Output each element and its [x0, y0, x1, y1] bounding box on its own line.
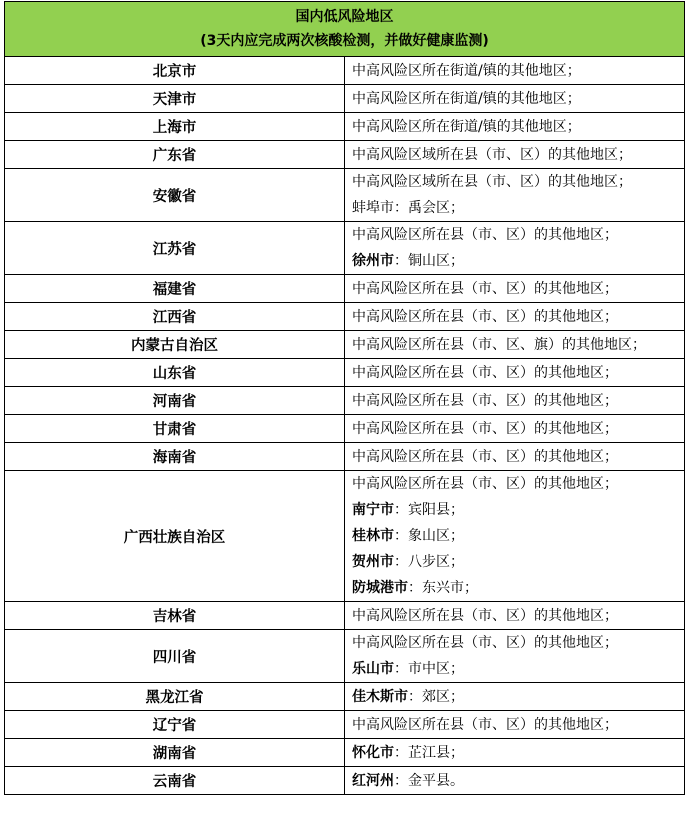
area-description-cell	[345, 630, 685, 683]
area-line	[352, 114, 684, 140]
area-line	[352, 603, 684, 629]
city-name: 乐山市	[352, 661, 394, 677]
area-description-cell	[345, 739, 685, 767]
area-description-cell	[345, 443, 685, 471]
area-line	[352, 388, 684, 414]
area-line	[352, 656, 684, 682]
table-row	[5, 331, 685, 359]
province-cell: 广西壮族自治区	[5, 471, 345, 602]
province-cell: 天津市	[5, 85, 345, 113]
area-text: ：东兴市；	[408, 580, 478, 596]
area-line	[352, 248, 684, 274]
table-row	[5, 630, 685, 683]
table-row	[5, 443, 685, 471]
area-line	[352, 630, 684, 656]
area-description-cell	[345, 141, 685, 169]
area-description-cell	[345, 683, 685, 711]
province-cell: 河南省	[5, 387, 345, 415]
province-cell: 安徽省	[5, 169, 345, 222]
table-row	[5, 739, 685, 767]
table-header-cell	[5, 2, 685, 57]
table-row	[5, 359, 685, 387]
area-text: 中高风险区所在县（市、区）的其他地区；	[352, 635, 618, 651]
area-line	[352, 549, 684, 575]
table-row	[5, 683, 685, 711]
table-header-row	[5, 2, 685, 57]
province-cell: 甘肃省	[5, 415, 345, 443]
table-row	[5, 471, 685, 602]
table-row	[5, 113, 685, 141]
table-row	[5, 222, 685, 275]
city-name: 桂林市	[352, 528, 394, 544]
table-body	[5, 2, 685, 795]
area-description-cell	[345, 113, 685, 141]
city-name: 徐州市	[352, 253, 394, 269]
area-line	[352, 58, 684, 84]
area-line	[352, 444, 684, 470]
area-line	[352, 304, 684, 330]
province-cell: 江苏省	[5, 222, 345, 275]
area-description-cell	[345, 331, 685, 359]
area-line	[352, 471, 684, 497]
area-description-cell	[345, 471, 685, 602]
area-description-cell	[345, 387, 685, 415]
area-line	[352, 332, 684, 358]
area-line	[352, 276, 684, 302]
table-subtitle: (3天内应完成两次核酸检测，并做好健康监测)	[200, 33, 489, 49]
table-row	[5, 303, 685, 331]
area-text: 中高风险区所在县（市、区）的其他地区；	[352, 280, 618, 297]
area-line	[352, 416, 684, 442]
area-text: ：铜山区；	[394, 253, 464, 269]
area-text: 中高风险区所在县（市、区、旗）的其他地区；	[352, 336, 646, 353]
area-line	[352, 712, 684, 738]
city-name: 贺州市	[352, 554, 394, 570]
province-cell: 湖南省	[5, 739, 345, 767]
table-row	[5, 767, 685, 795]
area-line	[352, 523, 684, 549]
province-cell: 吉林省	[5, 602, 345, 630]
area-line	[352, 768, 684, 794]
table-row	[5, 275, 685, 303]
city-name: 佳木斯市	[352, 688, 408, 705]
area-text: 中高风险区所在街道/镇的其他地区；	[352, 62, 581, 79]
table-row	[5, 85, 685, 113]
table-title: 国内低风险地区	[295, 9, 394, 25]
province-cell: 四川省	[5, 630, 345, 683]
area-text: 中高风险区域所在县（市、区）的其他地区；	[352, 146, 632, 163]
area-line	[352, 740, 684, 766]
table-row	[5, 57, 685, 85]
low-risk-areas-table	[4, 1, 685, 795]
table-row	[5, 415, 685, 443]
area-text: 中高风险区所在县（市、区）的其他地区；	[352, 420, 618, 437]
area-line	[352, 497, 684, 523]
area-text: 中高风险区所在县（市、区）的其他地区；	[352, 607, 618, 624]
area-line	[352, 86, 684, 112]
province-cell: 云南省	[5, 767, 345, 795]
table-row	[5, 169, 685, 222]
province-cell: 辽宁省	[5, 711, 345, 739]
area-description-cell	[345, 169, 685, 222]
area-line	[352, 169, 684, 195]
area-text: ：八步区；	[394, 554, 464, 570]
area-text: 中高风险区所在县（市、区）的其他地区；	[352, 476, 618, 492]
area-text: ：市中区；	[394, 661, 464, 677]
city-name: 防城港市	[352, 580, 408, 596]
area-text: 中高风险区所在街道/镇的其他地区；	[352, 90, 581, 107]
area-description-cell	[345, 415, 685, 443]
province-cell: 江西省	[5, 303, 345, 331]
area-line	[352, 195, 684, 221]
area-description-cell	[345, 275, 685, 303]
area-description-cell	[345, 711, 685, 739]
area-description-cell	[345, 359, 685, 387]
area-line	[352, 142, 684, 168]
area-text: ：宾阳县；	[394, 502, 464, 518]
area-description-cell	[345, 85, 685, 113]
area-line	[352, 360, 684, 386]
area-text: ：象山区；	[394, 528, 464, 544]
city-name: 南宁市	[352, 502, 394, 518]
area-text: ：芷江县；	[394, 744, 464, 761]
area-text: ：郊区；	[408, 688, 464, 705]
table-row	[5, 711, 685, 739]
province-cell: 广东省	[5, 141, 345, 169]
table-row	[5, 602, 685, 630]
area-description-cell	[345, 222, 685, 275]
table-row	[5, 387, 685, 415]
province-cell: 山东省	[5, 359, 345, 387]
table-row	[5, 141, 685, 169]
province-cell: 黑龙江省	[5, 683, 345, 711]
area-text: 中高风险区所在县（市、区）的其他地区；	[352, 716, 618, 733]
area-text: 中高风险区域所在县（市、区）的其他地区；	[352, 174, 632, 190]
area-text: 中高风险区所在县（市、区）的其他地区；	[352, 308, 618, 325]
area-description-cell	[345, 602, 685, 630]
area-text: 中高风险区所在县（市、区）的其他地区；	[352, 364, 618, 381]
area-text: 中高风险区所在街道/镇的其他地区；	[352, 118, 581, 135]
area-text: 中高风险区所在县（市、区）的其他地区；	[352, 227, 618, 243]
area-line	[352, 684, 684, 710]
city-name: 怀化市	[352, 744, 394, 761]
area-text: ：金平县。	[394, 772, 464, 789]
province-cell: 内蒙古自治区	[5, 331, 345, 359]
area-text: 蚌埠市：禹会区；	[352, 200, 464, 216]
area-description-cell	[345, 57, 685, 85]
area-text: 中高风险区所在县（市、区）的其他地区；	[352, 392, 618, 409]
area-text: 中高风险区所在县（市、区）的其他地区；	[352, 448, 618, 465]
area-description-cell	[345, 767, 685, 795]
province-cell: 上海市	[5, 113, 345, 141]
area-line	[352, 222, 684, 248]
province-cell: 北京市	[5, 57, 345, 85]
area-description-cell	[345, 303, 685, 331]
province-cell: 海南省	[5, 443, 345, 471]
province-cell: 福建省	[5, 275, 345, 303]
area-line	[352, 575, 684, 601]
city-name: 红河州	[352, 772, 394, 789]
